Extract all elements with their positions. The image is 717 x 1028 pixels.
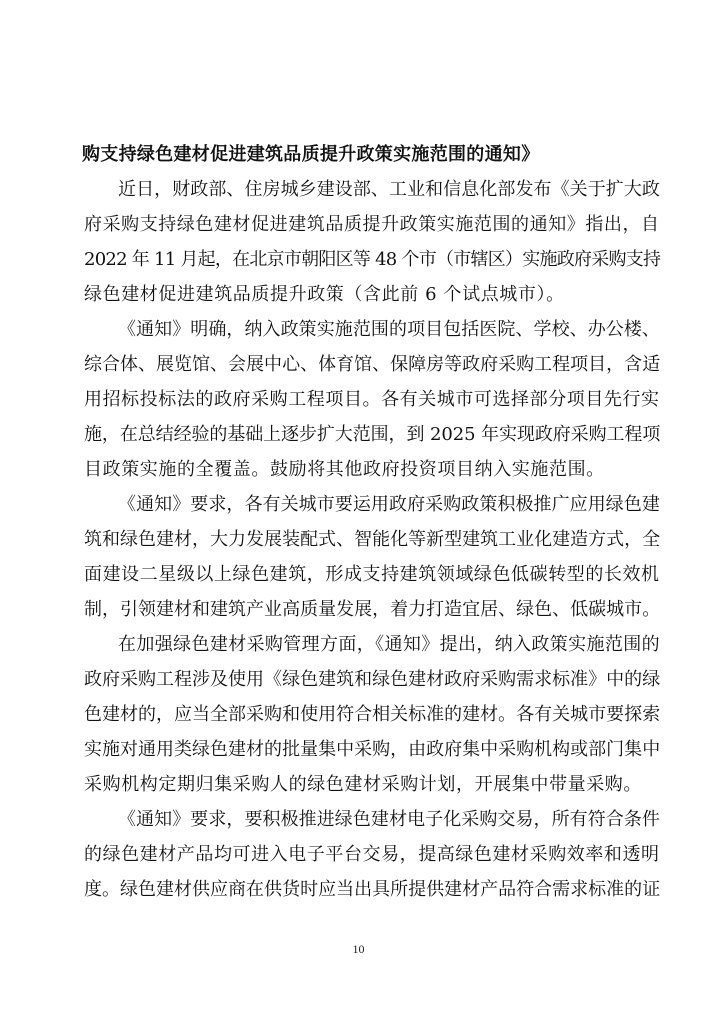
text-line: 制，引领建材和建筑产业高质量发展，着力打造宜居、绿色、低碳城市。 bbox=[84, 599, 661, 620]
text-line: 《通知》明确，纳入政策实施范围的项目包括医院、学校、办公楼、 bbox=[118, 319, 660, 340]
text-line: 府采购支持绿色建材促进建筑品质提升政策实施范围的通知》指出，自 bbox=[84, 214, 660, 235]
text-line: 采购机构定期归集采购人的绿色建材采购计划，开展集中带量采购。 bbox=[84, 774, 642, 795]
text-line: 的绿色建材产品均可进入电子平台交易，提高绿色建材采购效率和透明 bbox=[84, 844, 660, 865]
text-line: 近日，财政部、住房城乡建设部、工业和信息化部发布《关于扩大政 bbox=[118, 179, 660, 200]
text-line: 面建设二星级以上绿色建筑，形成支持建筑领域绿色低碳转型的长效机 bbox=[84, 564, 660, 585]
text-line: 色建材的，应当全部采购和使用符合相关标准的建材。各有关城市要探索 bbox=[84, 704, 661, 725]
text-line: 度。绿色建材供应商在供货时应当出具所提供建材产品符合需求标准的证 bbox=[84, 879, 661, 900]
text-line: 用招标投标法的政府采购工程项目。各有关城市可选择部分项目先行实 bbox=[84, 389, 660, 410]
text-line: 筑和绿色建材，大力发展装配式、智能化等新型建筑工业化建造方式，全 bbox=[84, 529, 661, 550]
text-line: 综合体、展览馆、会展中心、体育馆、保障房等政府采购工程项目，含适 bbox=[84, 354, 661, 375]
text-line: 《通知》要求，要积极推进绿色建材电子化采购交易，所有符合条件 bbox=[118, 809, 660, 830]
text-line: 《通知》要求，各有关城市要运用政府采购政策积极推广应用绿色建 bbox=[118, 494, 660, 515]
text-line: 政府采购工程涉及使用《绿色建筑和绿色建材政府采购需求标准》中的绿 bbox=[84, 669, 661, 690]
text-line: 在加强绿色建材采购管理方面，《通知》提出，纳入政策实施范围的 bbox=[118, 634, 660, 655]
text-line: 目政策实施的全覆盖。鼓励将其他政府投资项目纳入实施范围。 bbox=[84, 459, 605, 480]
text-line: 绿色建材促进建筑品质提升政策（含此前 6 个试点城市）。 bbox=[84, 284, 565, 305]
text-line: 2022 年 11 月起，在北京市朝阳区等 48 个市（市辖区）实施政府采购支持 bbox=[84, 249, 661, 270]
page-number: 10 bbox=[352, 942, 365, 956]
article-title: 购支持绿色建材促进建筑品质提升政策实施范围的通知》 bbox=[82, 144, 540, 165]
text-line: 施，在总结经验的基础上逐步扩大范围，到 2025 年实现政府采购工程项 bbox=[84, 424, 661, 445]
text-line: 实施对通用类绿色建材的批量集中采购，由政府集中采购机构或部门集中 bbox=[84, 739, 661, 760]
